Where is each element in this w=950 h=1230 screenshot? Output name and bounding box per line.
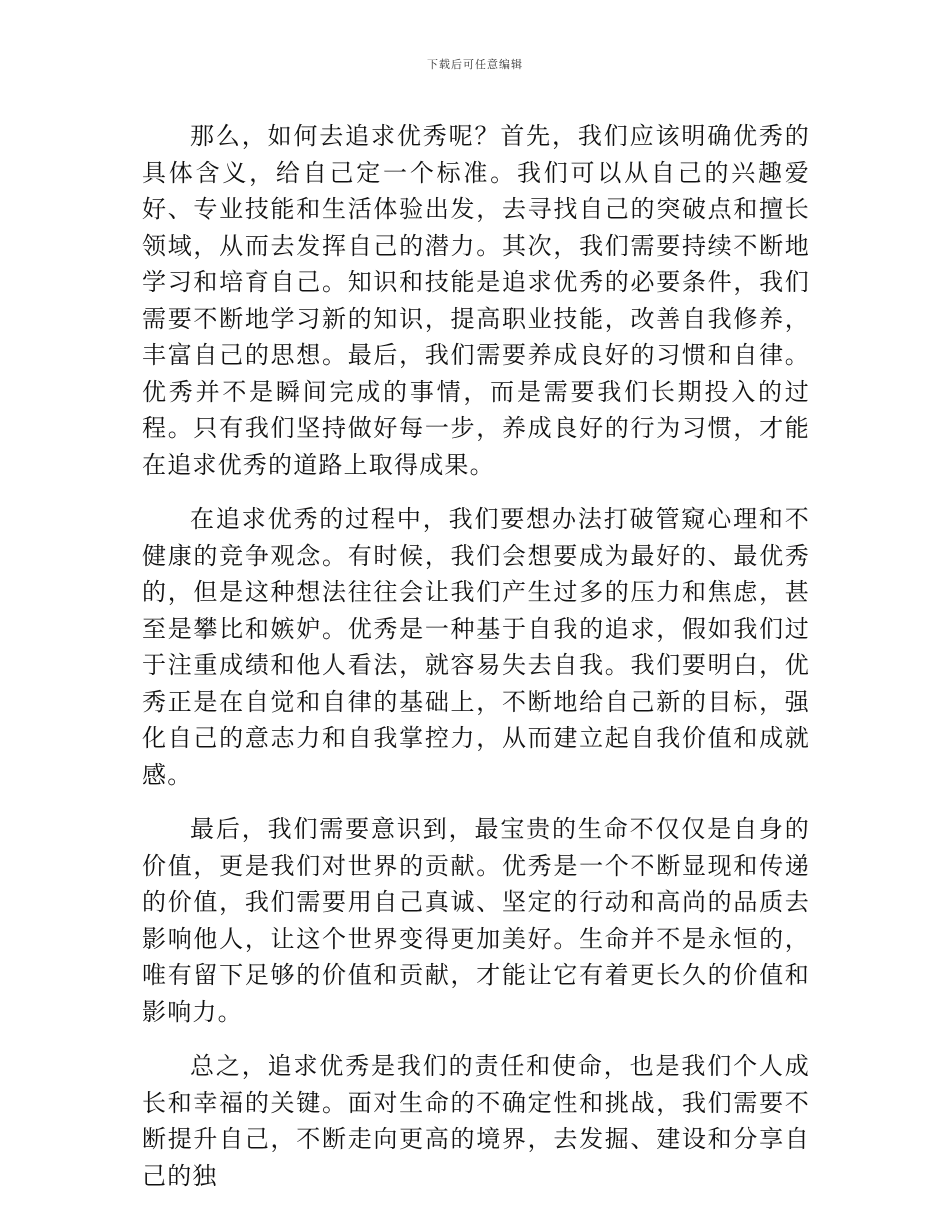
paragraph: 在追求优秀的过程中，我们要想办法打破管窥心理和不健康的竞争观念。有时候，我们会想要成为最好的、最优秀的，但是这种想法往往会让我们产生过多的压力和焦虑，甚至是攀比和嫉妒。优秀是一种基于自我的追求，假如我们过于注重成绩和他人看法，就容易失去自我。我们要明白，优秀正是在自觉和自律的基础上，不断地给自己新的目标，强化自己的意志力和自我掌控力，从而建立起自我价值和成就感。 <box>142 505 810 789</box>
paragraph: 最后，我们需要意识到，最宝贵的生命不仅仅是自身的价值，更是我们对世界的贡献。优秀是一个不断显现和传递的价值，我们需要用自己真诚、坚定的行动和高尚的品质去影响他人，让这个世界变得更加美好。生命并不是永恒的，唯有留下足够的价值和贡献，才能让它有着更长久的价值和影响力。 <box>142 815 810 1026</box>
paragraph: 那么，如何去追求优秀呢？首先，我们应该明确优秀的具体含义，给自己定一个标准。我们可以从自己的兴趣爱好、专业技能和生活体验出发，去寻找自己的突破点和擅长领域，从而去发挥自己的潜力。其次，我们需要持续不断地学习和培育自己。知识和技能是追求优秀的必要条件，我们需要不断地学习新的知识，提高职业技能，改善自我修养，丰富自己的思想。最后，我们需要养成良好的习惯和自律。优秀并不是瞬间完成的事情，而是需要我们长期投入的过程。只有我们坚持做好每一步，养成良好的行为习惯，才能在追求优秀的道路上取得成果。 <box>142 122 810 479</box>
document-body <box>142 118 810 1212</box>
paragraph: 总之，追求优秀是我们的责任和使命，也是我们个人成长和幸福的关键。面对生命的不确定性和挑战，我们需要不断提升自己，不断走向更高的境界，去发掘、建设和分享自己的独 <box>142 1052 810 1190</box>
page-header-note: 下载后可任意编辑 <box>427 58 523 71</box>
